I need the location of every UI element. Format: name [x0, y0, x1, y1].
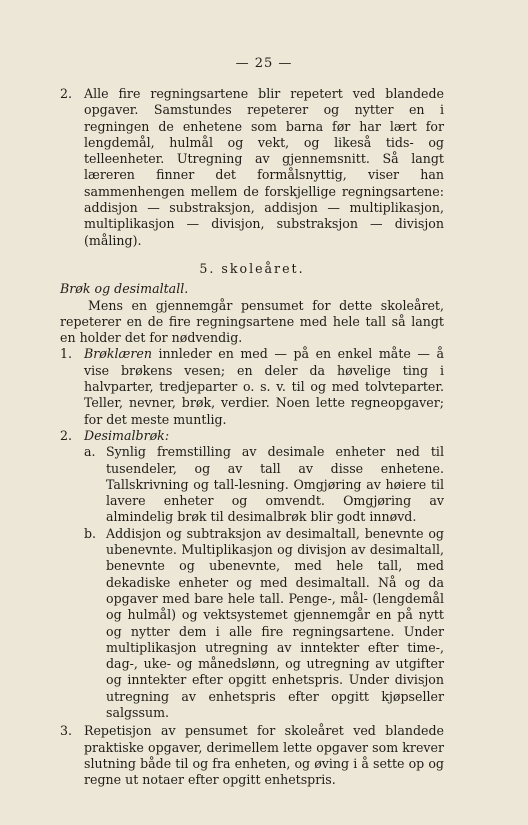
- sub-text: Addisjon og subtraksjon av desimaltall, benevnte og ubenevnte. Multiplikasjon og divisjon av desimaltall, benevnte og ubenevnte, med hele tall, med dekadiske enheter og med desimaltall. Nå og da opgaver med bare hele tall. Penge-, mål- (lengdemål og hulmål) og vektsystemet gjennemgår en på nytt og nytter dem i alle fire regningsartene. Under multiplikasjon utregning av inntekter efter time-, dag-, uke- og månedslønn, og utregning av utgifter og inntekter efter opgitt enhetspris. Under divisjon utregning av enhetspris efter opgitt kjøpseller salgssum.: [106, 525, 444, 720]
- item-number: 2.: [60, 86, 73, 101]
- sub-label: b.: [84, 525, 97, 541]
- text-block: [60, 86, 444, 788]
- list-item-2-repetition: [60, 86, 444, 249]
- item-text: Repetisjon av pensumet for skoleåret ved blandede praktiske opgaver, derimellem lette opgaver som krever slutning både til og fra enheten, og øving i å sette op og regne ut notaer efter opgitt enhetspris.: [84, 723, 444, 788]
- sub-label: a.: [84, 444, 96, 460]
- subheading: Brøk og desimaltall.: [60, 281, 189, 297]
- intro-paragraph: Mens en gjennemgår pensumet for dette skoleåret, repeterer en de fire regningsartene med hele tall så langt en holder det for nødvendig.: [60, 297, 444, 346]
- item-number: 2.: [60, 427, 73, 443]
- item-lead: Brøklæren: [84, 346, 152, 362]
- sub-text: Synlig fremstilling av desimale enheter ned til tusendeler, og av tall av disse enhetene. Tallskrivning og tall-lesning. Omgjøring av høiere til lavere enheter og omvendt. Omgjøring av almindelig brøk til desimalbrøk blir godt innøvd.: [106, 444, 444, 525]
- page-number: — 25 —: [235, 56, 293, 71]
- sub-item-a: [84, 444, 444, 525]
- item-number: 3.: [60, 723, 73, 739]
- item-number: 1.: [60, 346, 73, 362]
- item-body: innleder en med — på en enkel måte — å vise brøkens vesen; en deler da høvelige ting i halvparter, tredjeparter o. s. v. til og med tolvteparter. Teller, nevner, brøk, verdier. Noen lette regneopgaver; for det meste muntlig.: [84, 346, 444, 427]
- item-text: [84, 346, 444, 427]
- list-item-1-brokl: [60, 346, 444, 427]
- list-item-3-repetisjon: [60, 723, 444, 788]
- list-item-2-desimal: [60, 428, 444, 444]
- item-text: Alle fire regningsartene blir repetert ved blandede opgaver. Samstundes repeterer og nytter en i regningen de enhetene som barna før har lært for lengdemål, hulmål og vekt, og likeså tids- og telleenheter. Utregning av gjennemsnitt. Så langt læreren finner det formålsnyttig, viser han sammenhengen mellem de forskjellige regningsartene: addisjon — substraksjon, addisjon — multiplikasjon, multiplikasjon — divisjon, substraksjon — divisjon (måling).: [84, 86, 444, 248]
- item-lead: Desimalbrøk:: [84, 427, 170, 443]
- section-heading: 5. skoleåret.: [199, 260, 305, 276]
- sub-item-b: [84, 526, 444, 722]
